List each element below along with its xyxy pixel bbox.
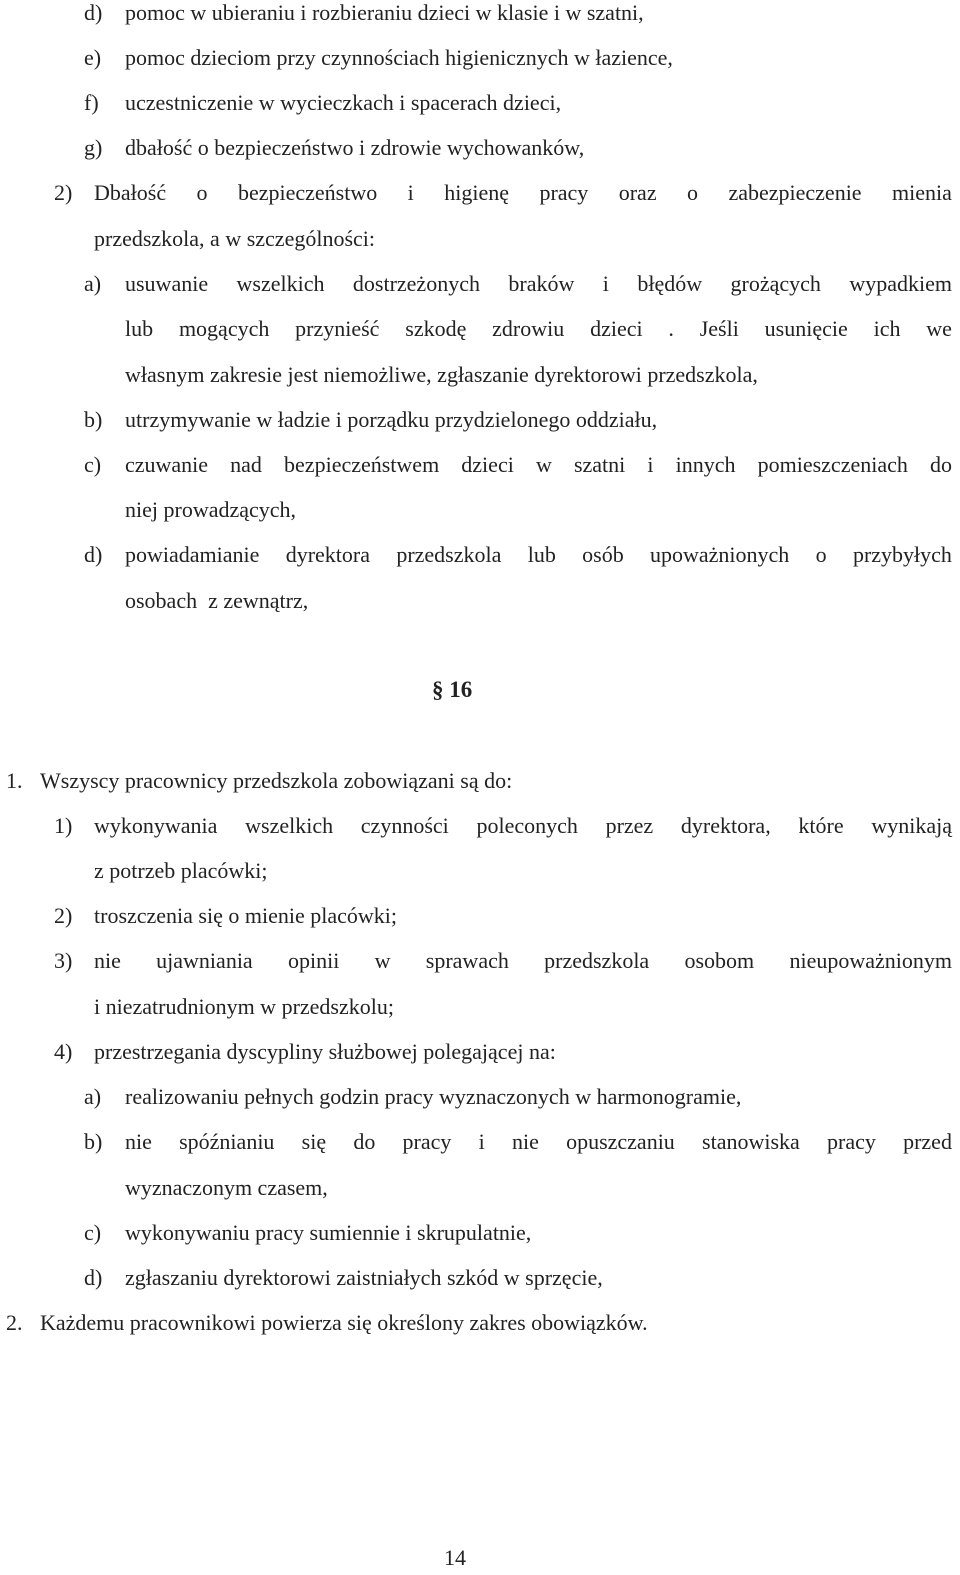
paragraph-text: Wszyscy pracownicy przedszkola zobowiązani są do: (40, 768, 513, 793)
list-marker: a) (84, 1084, 102, 1109)
item-1-line-2: z potrzeb placówki; (94, 858, 268, 883)
word: przed (903, 1129, 952, 1154)
list-item-text: uczestniczenie w wycieczkach i spacerach dzieci, (125, 90, 562, 115)
word: do (929, 452, 952, 477)
word: Jeśli (699, 316, 739, 341)
word: wykonywania (94, 813, 218, 838)
paragraph-text: Każdemu pracownikowi powierza się określony zakres obowiązków. (40, 1310, 648, 1335)
p4-item-c-line-1: wykonywaniu pracy sumiennie i skrupulatnie, (125, 1220, 532, 1245)
word: usunięcie (764, 316, 848, 341)
word: dzieci (461, 452, 514, 477)
word: innych (675, 452, 736, 477)
word: braków (508, 271, 575, 296)
word: mienia (892, 180, 952, 205)
item-3-line-1 (94, 948, 952, 974)
list-marker: 2) (54, 180, 73, 205)
word: szkodę (405, 316, 467, 341)
word: dyrektora, (680, 813, 771, 838)
item-d-line-1 (125, 542, 952, 568)
word: nad (230, 452, 262, 477)
word: powiadamianie (125, 542, 260, 567)
p4-item-d-line-1: zgłaszaniu dyrektorowi zaistniałych szkód w sprzęcie, (125, 1265, 603, 1290)
item-4-line-1: przestrzegania dyscypliny służbowej polegającej na: (94, 1039, 556, 1064)
paragraph-marker: 2. (6, 1310, 23, 1335)
word: Dbałość (94, 180, 167, 205)
word: wszelkich (236, 271, 325, 296)
word: nie (511, 1129, 539, 1154)
word: błędów (637, 271, 703, 296)
list-marker: 1) (54, 813, 73, 838)
word: o (687, 180, 699, 205)
word: pomieszczeniach (757, 452, 908, 477)
list-marker: d) (84, 1265, 103, 1290)
list-marker: g) (84, 135, 103, 160)
word: opinii (287, 948, 340, 973)
word: nie (125, 1129, 152, 1154)
item-b-line-1: utrzymywanie w ładzie i porządku przydzielonego oddziału, (125, 407, 658, 432)
page-number: 14 (444, 1545, 466, 1570)
word: spóźnianiu (179, 1129, 275, 1154)
list-marker: 3) (54, 948, 73, 973)
word: sprawach (425, 948, 509, 973)
word: przynieść (295, 316, 380, 341)
list-marker: 4) (54, 1039, 73, 1064)
word: w (374, 948, 391, 973)
word: o (196, 180, 208, 205)
word: przez (605, 813, 654, 838)
word: usuwanie (125, 271, 209, 296)
item-a-line-2 (125, 316, 952, 342)
word: zabezpieczenie (728, 180, 862, 205)
list-marker: b) (84, 1129, 103, 1154)
word: ujawniania (156, 948, 253, 973)
item-d-line-2: osobach z zewnątrz, (125, 588, 309, 613)
list-marker: e) (84, 45, 102, 70)
word: grożących (730, 271, 821, 296)
paragraph-marker: 1. (6, 768, 23, 793)
word: nie (94, 948, 121, 973)
word: bezpieczeństwo (237, 180, 378, 205)
list-marker: 2) (54, 903, 73, 928)
word: które (798, 813, 844, 838)
word: i (478, 1129, 485, 1154)
word: poleconych (476, 813, 578, 838)
item-c-line-2: niej prowadzących, (125, 497, 297, 522)
list-marker: c) (84, 1220, 102, 1245)
list-item-text: pomoc w ubieraniu i rozbieraniu dzieci w klasie i w szatni, (125, 0, 644, 25)
p4-item-b-line-1 (125, 1129, 952, 1155)
p4-item-a-line-1: realizowaniu pełnych godzin pracy wyznaczonych w harmonogramie, (125, 1084, 742, 1109)
word: pracy (539, 180, 589, 205)
word: przedszkola (396, 542, 502, 567)
point-2-line-1 (94, 180, 952, 206)
word: osób (582, 542, 624, 567)
word: czuwanie (125, 452, 209, 477)
list-marker: f) (84, 90, 99, 115)
word: mogących (178, 316, 270, 341)
word: pracy (402, 1129, 452, 1154)
p4-item-b-line-2: wyznaczonym czasem, (125, 1175, 328, 1200)
word: dyrektora (285, 542, 371, 567)
word: higienę (444, 180, 509, 205)
item-a-line-1 (125, 271, 952, 297)
word: we (926, 316, 952, 341)
word: upoważnionych (650, 542, 790, 567)
word: bezpieczeństwem (284, 452, 440, 477)
word: przedszkola (544, 948, 650, 973)
word: dostrzeżonych (352, 271, 480, 296)
word: przybyłych (852, 542, 952, 567)
item-3-line-2: i niezatrudnionym w przedszkolu; (94, 994, 394, 1019)
word: i (602, 271, 609, 296)
list-marker: d) (84, 0, 103, 25)
word: nieupoważnionym (789, 948, 952, 973)
item-c-line-1 (125, 452, 952, 478)
word: wynikają (871, 813, 952, 838)
word: w (535, 452, 552, 477)
word: się (301, 1129, 327, 1154)
word: lub (125, 316, 154, 341)
word: pracy (827, 1129, 876, 1154)
section-heading: § 16 (432, 677, 473, 702)
word: wypadkiem (849, 271, 952, 296)
list-marker: d) (84, 542, 103, 567)
word: ich (873, 316, 901, 341)
word: do (353, 1129, 376, 1154)
word: wszelkich (245, 813, 334, 838)
word: czynności (360, 813, 449, 838)
word: szatni (573, 452, 626, 477)
word: o (815, 542, 827, 567)
word: lub (527, 542, 556, 567)
word: i (647, 452, 654, 477)
word: osobom (684, 948, 755, 973)
word: stanowiska (702, 1129, 800, 1154)
list-marker: a) (84, 271, 102, 296)
item-a-line-3: własnym zakresie jest niemożliwe, zgłaszanie dyrektorowi przedszkola, (125, 362, 758, 387)
point-2-line-2: przedszkola, a w szczególności: (94, 226, 375, 251)
word: zdrowiu (492, 316, 565, 341)
list-marker: b) (84, 407, 103, 432)
list-item-text: dbałość o bezpieczeństwo i zdrowie wychowanków, (125, 135, 585, 160)
list-marker: c) (84, 452, 102, 477)
item-2-line-1: troszczenia się o mienie placówki; (94, 903, 397, 928)
item-1-line-1 (94, 813, 952, 839)
word: opuszczaniu (566, 1129, 675, 1154)
list-item-text: pomoc dzieciom przy czynnościach higienicznych w łazience, (125, 45, 673, 70)
word: oraz (618, 180, 657, 205)
word: i (407, 180, 414, 205)
word: . (668, 316, 674, 341)
word: dzieci (590, 316, 643, 341)
